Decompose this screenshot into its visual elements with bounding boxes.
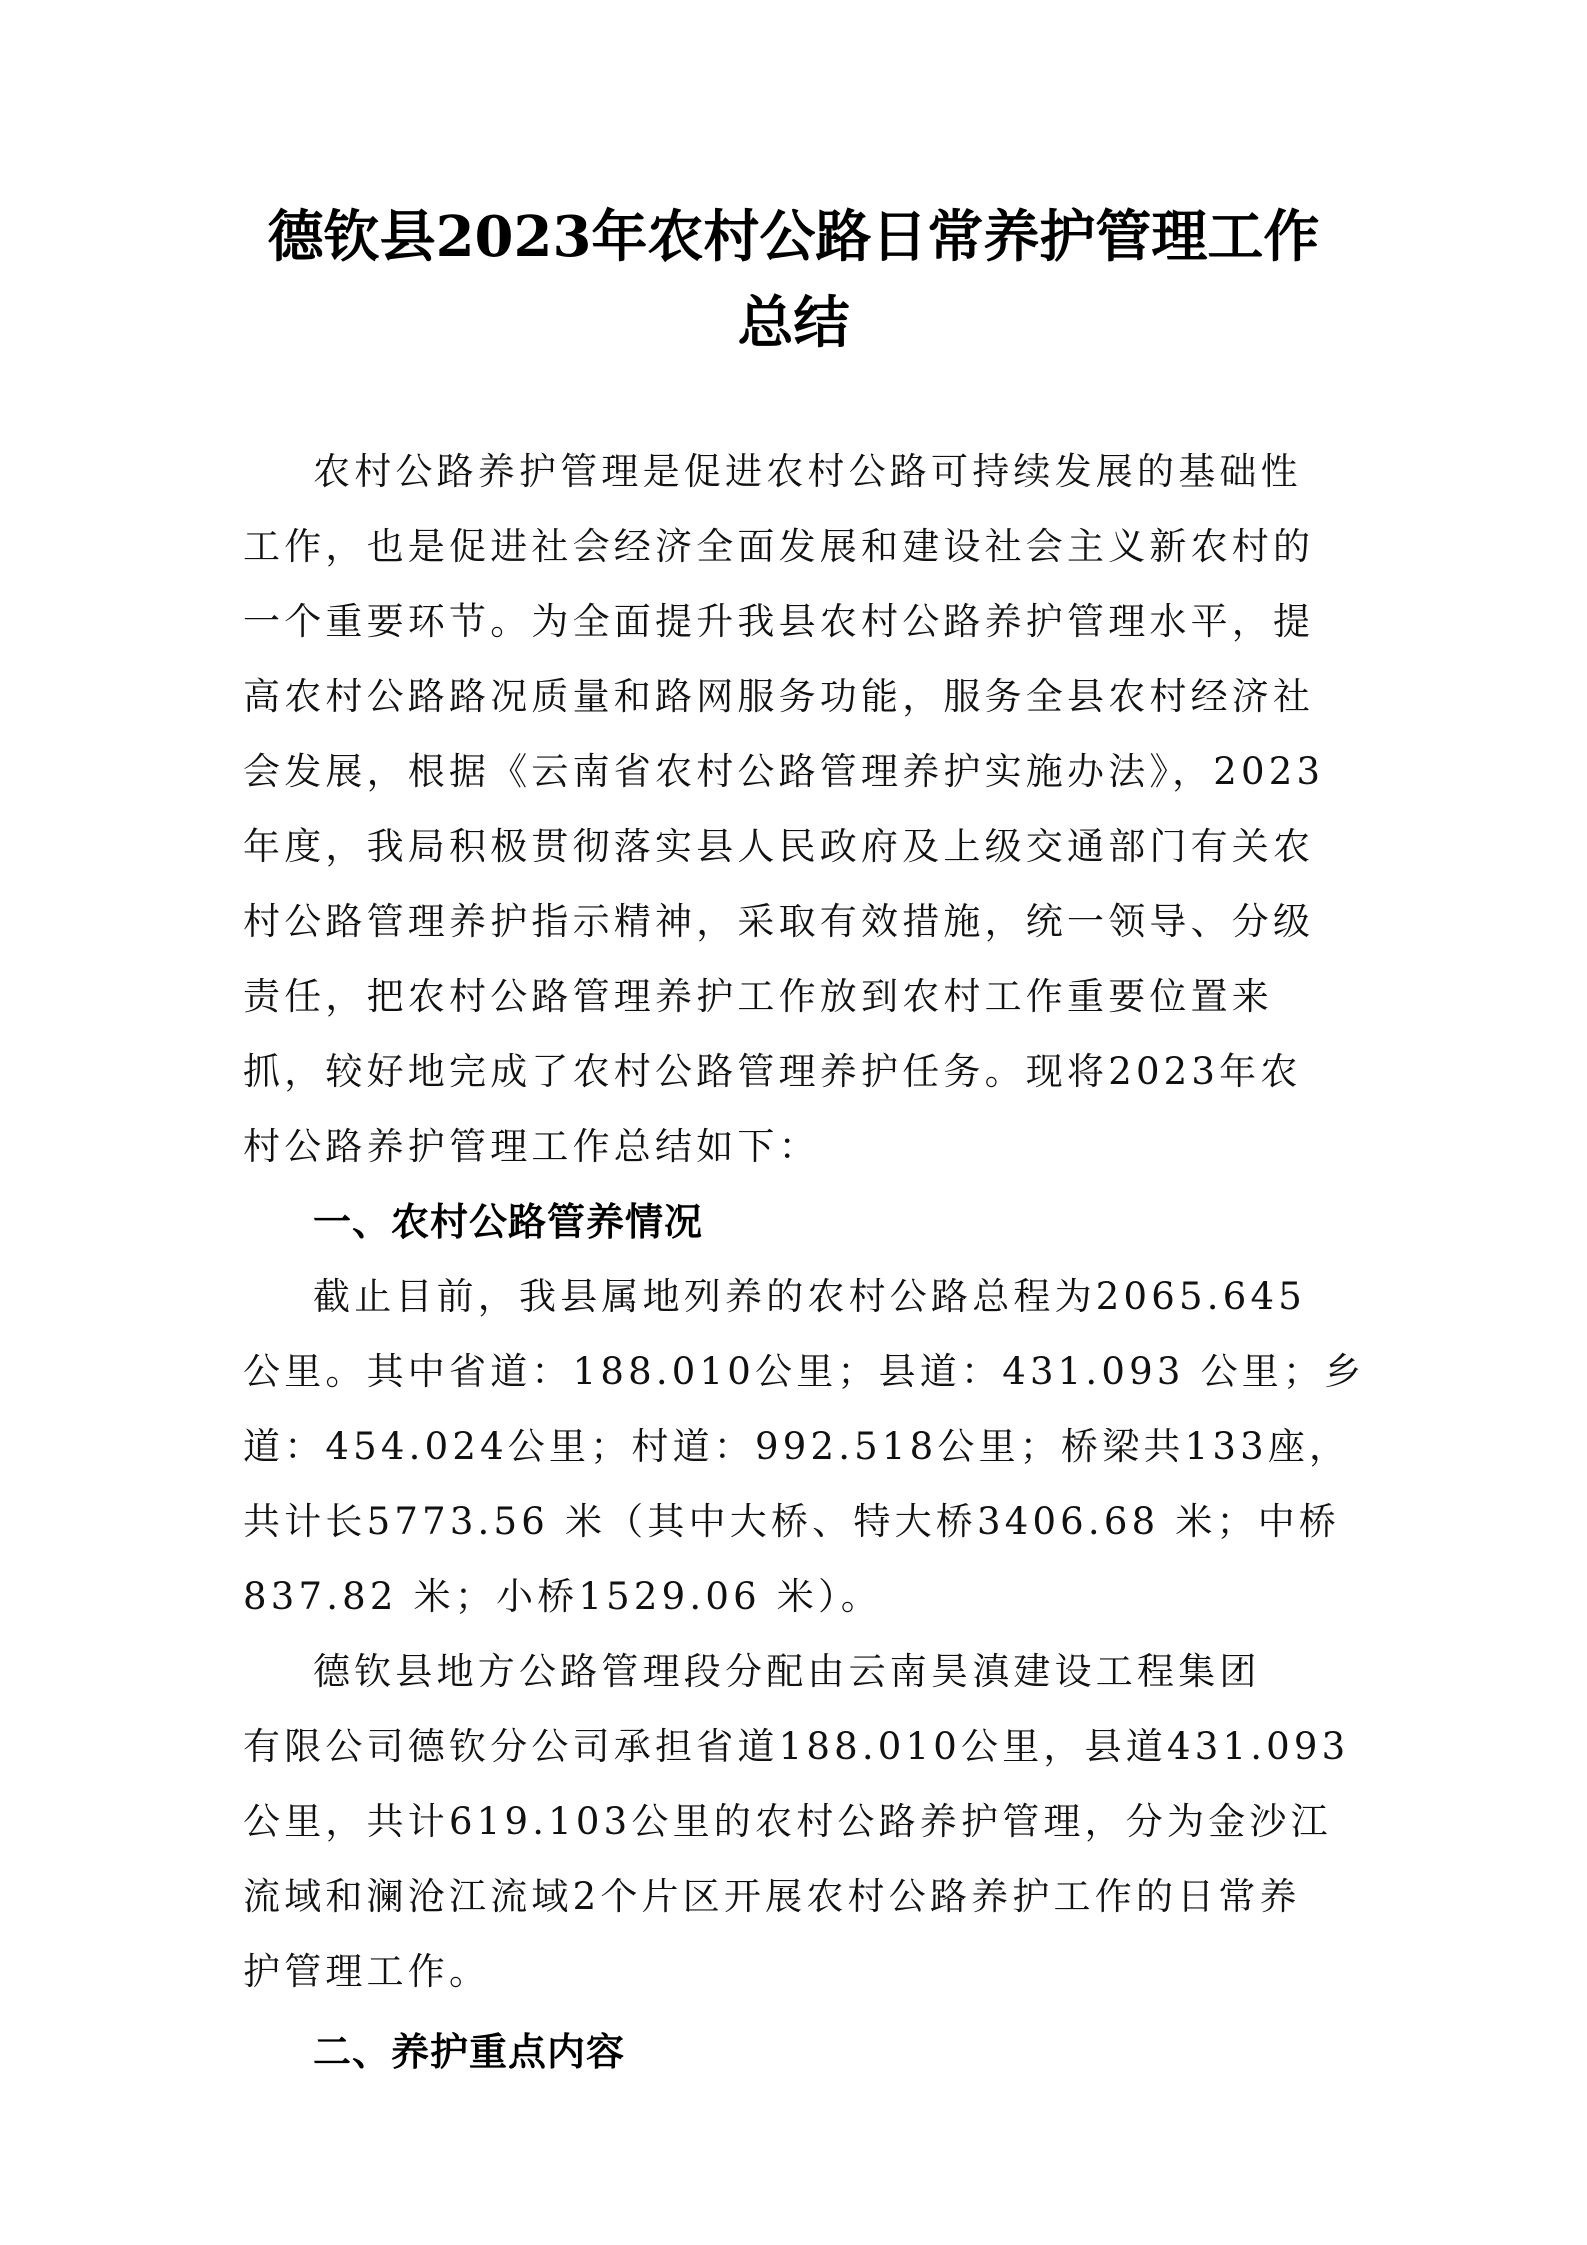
intro-paragraph-line: 村公路管理养护指示精神，采取有效措施，统一领导、分级: [243, 900, 1315, 943]
section1-paragraph1-line: 道：454.024公里；村道：992.518公里；桥梁共133座，: [243, 1425, 1351, 1468]
section-heading-1: 一、农村公路管养情况: [313, 1200, 704, 1244]
intro-paragraph-line: 年度，我局积极贯彻落实县人民政府及上级交通部门有关农: [243, 825, 1315, 868]
section1-paragraph1-line: 截止目前，我县属地列养的农村公路总程为2065.645: [313, 1275, 1306, 1318]
intro-paragraph-line: 高农村公路路况质量和路网服务功能，服务全县农村经济社: [243, 675, 1315, 718]
intro-paragraph-line: 会发展，根据《云南省农村公路管理养护实施办法》，2023: [243, 750, 1325, 793]
document-title-line-1: 德钦县2023年农村公路日常养护管理工作: [267, 204, 1320, 270]
section1-paragraph2-line: 流域和澜沧江流域2个片区开展农村公路养护工作的日常养: [243, 1875, 1301, 1918]
intro-paragraph-line: 农村公路养护管理是促进农村公路可持续发展的基础性: [313, 450, 1302, 493]
intro-paragraph-line: 抓，较好地完成了农村公路管理养护任务。现将2023年农: [243, 1050, 1302, 1093]
section1-paragraph1-line: 公里。其中省道：188.010公里；县道：431.093 公里；乡: [243, 1350, 1366, 1393]
section1-paragraph2-line: 德钦县地方公路管理段分配由云南昊滇建设工程集团: [313, 1650, 1261, 1693]
intro-paragraph-line: 村公路养护管理工作总结如下：: [243, 1125, 820, 1168]
section1-paragraph1-line: 837.82 米；小桥1529.06 米）。: [243, 1575, 882, 1618]
section-heading-2: 二、养护重点内容: [313, 2030, 626, 2074]
document-title-line-2: 总结: [737, 290, 850, 356]
section1-paragraph1-line: 共计长5773.56 米（其中大桥、特大桥3406.68 米；中桥: [243, 1500, 1341, 1543]
section1-paragraph2-line: 有限公司德钦分公司承担省道188.010公里，县道431.093: [243, 1725, 1350, 1768]
section1-paragraph2-line: 公里，共计619.103公里的农村公路养护管理，分为金沙江: [243, 1800, 1332, 1843]
section1-paragraph2-line: 护管理工作。: [243, 1950, 491, 1993]
intro-paragraph-line: 工作，也是促进社会经济全面发展和建设社会主义新农村的: [243, 525, 1315, 568]
intro-paragraph-line: 一个重要环节。为全面提升我县农村公路养护管理水平，提: [243, 600, 1315, 643]
intro-paragraph-line: 责任，把农村公路管理养护工作放到农村工作重要位置来: [243, 975, 1273, 1018]
